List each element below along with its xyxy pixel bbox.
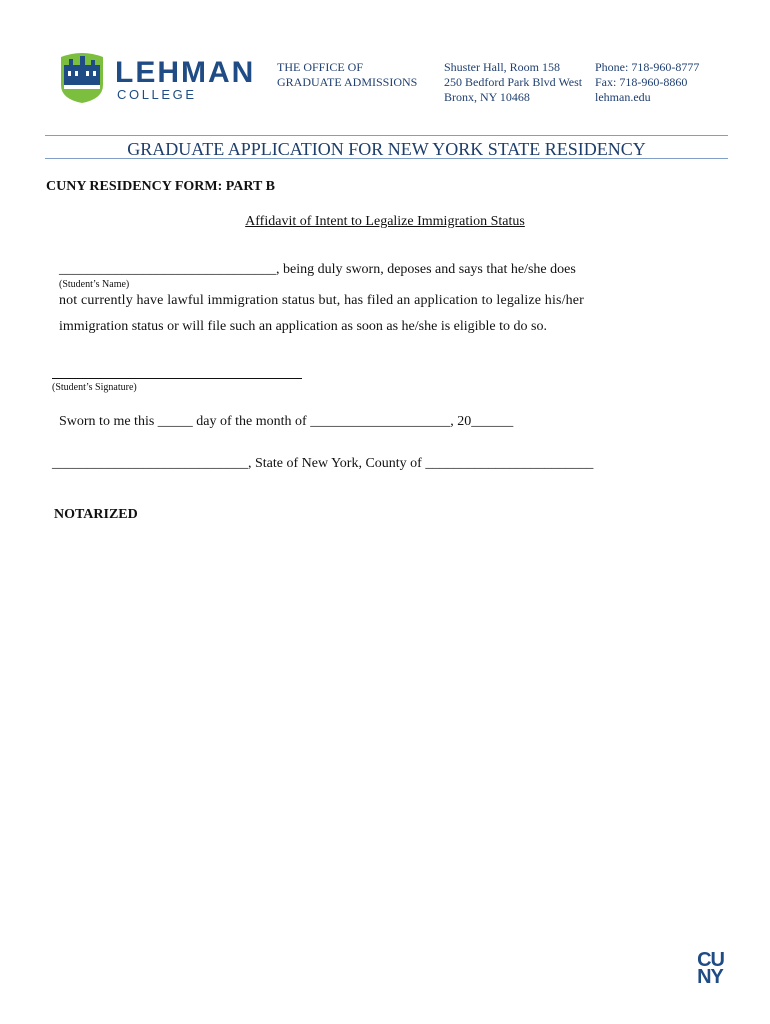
title-rule-top [45, 135, 728, 136]
cuny-bottom: NY [697, 966, 723, 988]
signature-caption: (Student’s Signature) [52, 382, 137, 393]
lehman-shield-logo [61, 51, 103, 103]
state-county-line [52, 456, 593, 472]
cuny-logo [697, 949, 724, 988]
lehman-wordmark [115, 58, 255, 102]
title-rule-bottom [45, 158, 728, 159]
website-line: lehman.edu [595, 90, 651, 104]
address-block [444, 60, 582, 105]
office-line: THE OFFICE OF [277, 60, 364, 74]
student-name-blank[interactable]: _______________________________ [59, 262, 276, 277]
county-blank[interactable]: ________________________ [425, 456, 594, 471]
page-title: GRADUATE APPLICATION FOR NEW YORK STATE RESIDENCY [127, 139, 646, 159]
office-block [277, 60, 417, 90]
student-name-caption: (Student’s Name) [59, 279, 130, 290]
fax-line: Fax: 718-960-8860 [595, 75, 688, 89]
part-label: CUNY RESIDENCY FORM: PART B [46, 179, 275, 194]
brand-name: LEHMAN [115, 56, 256, 89]
oath-text: , being duly sworn, deposes and says that he/she does [276, 262, 576, 277]
state-text: , State of New York, County of [248, 456, 426, 471]
contact-block [595, 60, 699, 105]
phone-line: Phone: 718-960-8777 [595, 60, 700, 74]
address-line: Bronx, NY 10468 [444, 90, 530, 104]
cuny-top: CU [697, 949, 724, 971]
signature-line[interactable] [52, 378, 302, 379]
affidavit-line-2: not currently have lawful immigration status but, has filed an application to legalize his/her [59, 293, 584, 308]
office-line: GRADUATE ADMISSIONS [277, 75, 418, 89]
notary-blank[interactable]: ____________________________ [52, 456, 248, 471]
address-line: 250 Bedford Park Blvd West [444, 75, 583, 89]
brand-subtitle: COLLEGE [117, 87, 197, 102]
affidavit-heading: Affidavit of Intent to Legalize Immigration Status [245, 214, 525, 229]
affidavit-line-3: immigration status or will file such an application as soon as he/she is eligible to do so. [59, 319, 547, 334]
address-line: Shuster Hall, Room 158 [444, 60, 560, 74]
sworn-line: Sworn to me this _____ day of the month of ____________________, 20______ [59, 414, 514, 429]
student-name-line [59, 262, 576, 278]
notarized-label: NOTARIZED [54, 507, 138, 522]
